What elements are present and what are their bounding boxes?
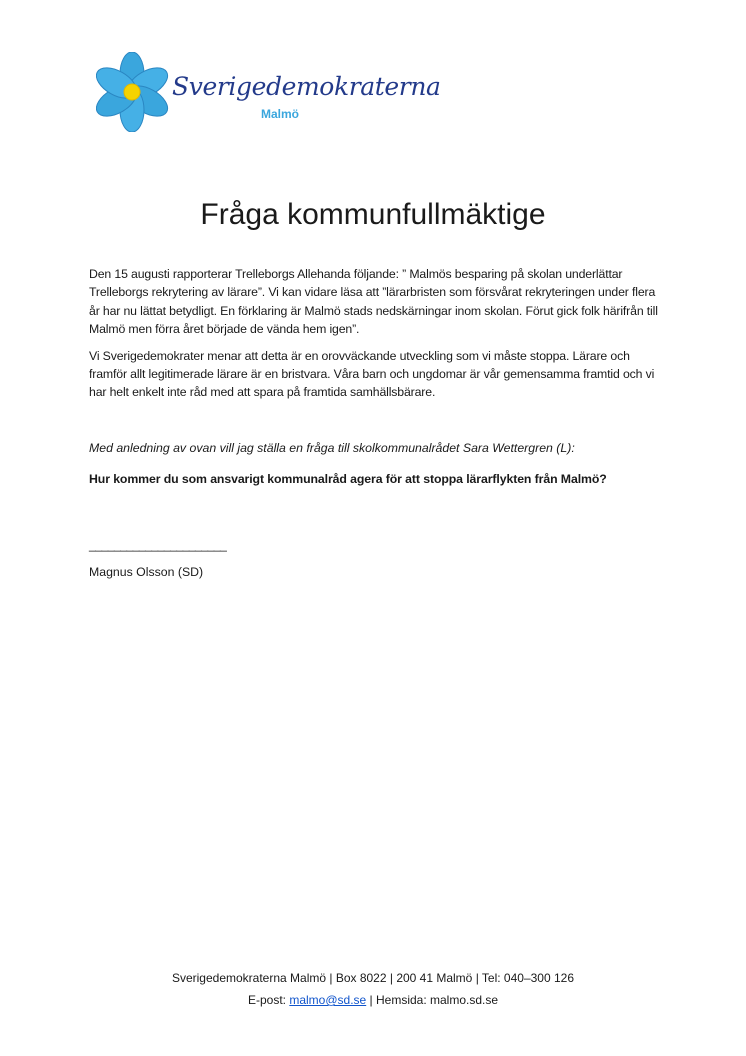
footer: [0, 967, 746, 1011]
signature-line: ______________________: [89, 538, 227, 552]
question-intro: Med anledning av ovan vill jag ställa en fråga till skolkommunalrådet Sara Wettergren (L):: [89, 441, 575, 455]
email-label: E-post:: [247, 993, 290, 1007]
brand-name: Sverigedemokraterna: [172, 72, 441, 101]
footer-address: Sverigedemokraterna Malmö | Box 8022 | 200 41 Malmö | Tel: 040–300 126: [171, 971, 575, 985]
page-title: Fråga kommunfullmäktige: [200, 198, 546, 231]
paragraph-1: Den 15 augusti rapporterar Trelleborgs Allehanda följande: ” Malmös besparing på skolan underlättar Trelleborgs rekrytering av lärare”. Vi kan vidare läsa att ”lärarbristen som försvårat rekryteringen under flera år har nu lättat betydligt. En förklaring är Malmö stads nedskärningar inom skolan. Förut gick folk härifrån till Malmö men förra året började de vända hem igen”.: [89, 267, 658, 337]
question: Hur kommer du som ansvarigt kommunalråd agera för att stoppa lärarflykten från Malmö?: [89, 472, 607, 486]
email-link[interactable]: malmo@sd.se: [289, 993, 367, 1007]
brand-subtitle: Malmö: [261, 107, 300, 121]
flower-logo-icon: [96, 52, 176, 132]
logo: [96, 52, 441, 132]
footer-contact: [0, 989, 746, 1011]
signature-name: Magnus Olsson (SD): [89, 565, 204, 579]
paragraph-2: Vi Sverigedemokrater menar att detta är en orovväckande utveckling som vi måste stoppa. Lärare och framför allt legitimerade lärare är en bristvara. Våra barn och ungdomar är vår gemensamma framtid och vi har helt enkelt inte råd med att spara på framtida samhällsbärare.: [89, 348, 655, 400]
body-text: [89, 265, 661, 410]
website-label: | Hemsida: malmo.sd.se: [366, 993, 499, 1007]
